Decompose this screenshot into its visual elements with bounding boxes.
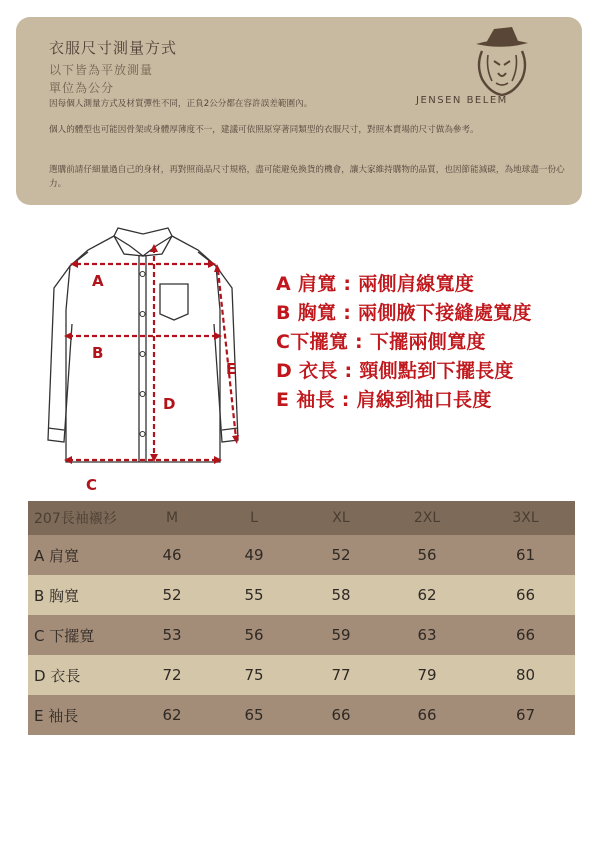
cell-value: 58 — [304, 575, 378, 615]
legend-e: E 袖長 : 肩線到袖口長度 — [276, 389, 492, 411]
row-label: B 胸寬 — [28, 575, 140, 615]
cell-value: 66 — [304, 695, 378, 735]
cell-value: 80 — [476, 655, 575, 695]
table-row — [28, 535, 575, 575]
cell-value: 66 — [476, 575, 575, 615]
cell-value: 65 — [204, 695, 304, 735]
subtitle-flat-measure: 以下皆為平放測量 — [49, 63, 154, 77]
cell-value: 72 — [140, 655, 204, 695]
header-card — [16, 17, 582, 205]
note-purchase: 選購前請仔細量過自己的身材，再對照商品尺寸規格，盡可能避免換貨的機會，讓大家維持購物的品質，也因節能減碳，為地球盡一份心力。 — [49, 165, 565, 189]
header-size-2xl: 2XL — [378, 501, 476, 535]
shirt-buttons — [140, 272, 145, 437]
cell-value: 79 — [378, 655, 476, 695]
cell-value: 55 — [204, 575, 304, 615]
lion-logo-icon — [446, 21, 556, 131]
note-tolerance: 因每個人測量方式及材質彈性不同，正負2公分都在容許誤差範圍內。 — [49, 99, 313, 109]
measure-arrowheads — [64, 244, 239, 464]
header-size-l: L — [204, 501, 304, 535]
cell-value: 77 — [304, 655, 378, 695]
table-header-row — [28, 501, 575, 535]
label-d: D — [163, 395, 176, 413]
row-label: A 肩寬 — [28, 535, 140, 575]
header-size-xl: XL — [304, 501, 378, 535]
measurement-legend — [276, 270, 532, 415]
cell-value: 49 — [204, 535, 304, 575]
legend-a: A 肩寬 : 兩側肩線寬度 — [276, 273, 475, 295]
cell-value: 62 — [378, 575, 476, 615]
label-c: C — [86, 476, 98, 494]
cell-value: 52 — [140, 575, 204, 615]
shirt-measurement-diagram — [28, 214, 258, 504]
cell-value: 46 — [140, 535, 204, 575]
note-body-type: 個人的體型也可能因骨架或身體厚薄度不一，建議可依照原穿著同類型的衣服尺寸，對照本賣場的尺寸做為參考。 — [49, 125, 479, 135]
page-title: 衣服尺寸測量方式 — [49, 39, 178, 57]
row-label: E 袖長 — [28, 695, 140, 735]
header-size-3xl: 3XL — [476, 501, 575, 535]
cell-value: 62 — [140, 695, 204, 735]
cell-value: 53 — [140, 615, 204, 655]
cell-value: 59 — [304, 615, 378, 655]
cell-value: 56 — [204, 615, 304, 655]
table-row — [28, 695, 575, 735]
size-table — [28, 501, 575, 735]
subtitle-unit: 單位為公分 — [49, 81, 115, 95]
legend-d: D 衣長 : 頸側點到下擺長度 — [276, 360, 514, 382]
header-size-m: M — [140, 501, 204, 535]
label-b: B — [92, 344, 104, 362]
cell-value: 67 — [476, 695, 575, 735]
cell-value: 56 — [378, 535, 476, 575]
table-row — [28, 575, 575, 615]
cell-value: 66 — [378, 695, 476, 735]
brand-name: JENSEN BELEM — [416, 95, 508, 106]
cell-value: 63 — [378, 615, 476, 655]
label-e: E — [226, 360, 237, 378]
header-product: 207長袖襯衫 — [28, 501, 140, 535]
cell-value: 75 — [204, 655, 304, 695]
row-label: D 衣長 — [28, 655, 140, 695]
table-row — [28, 615, 575, 655]
cell-value: 66 — [476, 615, 575, 655]
table-row — [28, 655, 575, 695]
label-a: A — [92, 272, 104, 290]
legend-c: C下擺寬 : 下擺兩側寬度 — [276, 331, 486, 353]
cell-value: 61 — [476, 535, 575, 575]
legend-b: B 胸寬 : 兩側腋下接縫處寬度 — [276, 302, 532, 324]
row-label: C 下擺寬 — [28, 615, 140, 655]
cell-value: 52 — [304, 535, 378, 575]
